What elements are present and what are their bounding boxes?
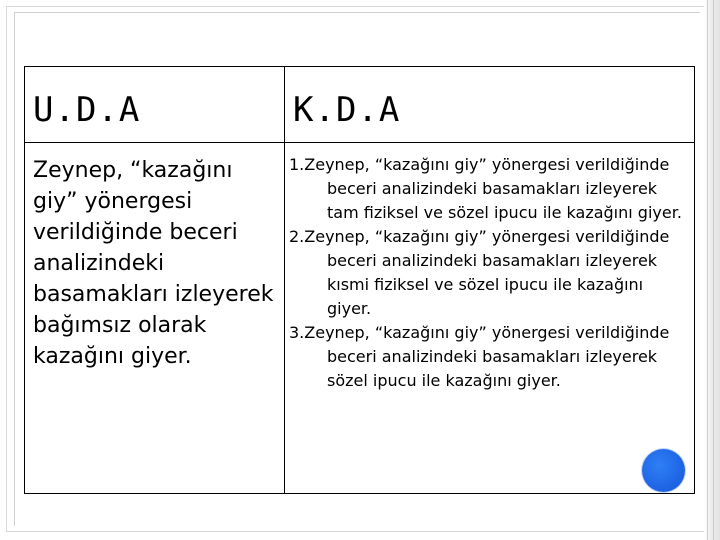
uda-kda-table [24, 66, 695, 494]
kda-goal-list [289, 153, 686, 393]
uda-goal-text: Zeynep, “kazağını giy” yönergesi verildiğinde beceri analizindeki basamakları izleyerek bağımsız olarak kazağını giyer. [25, 143, 285, 494]
right-edge-stripe [704, 0, 720, 540]
table-header-row [25, 67, 695, 143]
kda-goals-cell [285, 143, 695, 494]
header-kda: K.D.A [285, 67, 695, 143]
header-uda: U.D.A [25, 67, 285, 143]
kda-goal-item-2: 2.Zeynep, “kazağını giy” yönergesi verildiğinde beceri analizindeki basamakları izleyerek kısmi fiziksel ve sözel ipucu ile kazağını giyer. [289, 227, 670, 318]
blue-circle-decoration [642, 449, 685, 492]
kda-goal-item-3: 3.Zeynep, “kazağını giy” yönergesi verildiğinde beceri analizindeki basamakları izleyerek sözel ipucu ile kazağını giyer. [289, 323, 670, 390]
table-body-row [25, 143, 695, 494]
kda-goal-item-1: 1.Zeynep, “kazağını giy” yönergesi verildiğinde beceri analizindeki basamakları izleyerek tam fiziksel ve sözel ipucu ile kazağını giyer. [289, 155, 682, 222]
